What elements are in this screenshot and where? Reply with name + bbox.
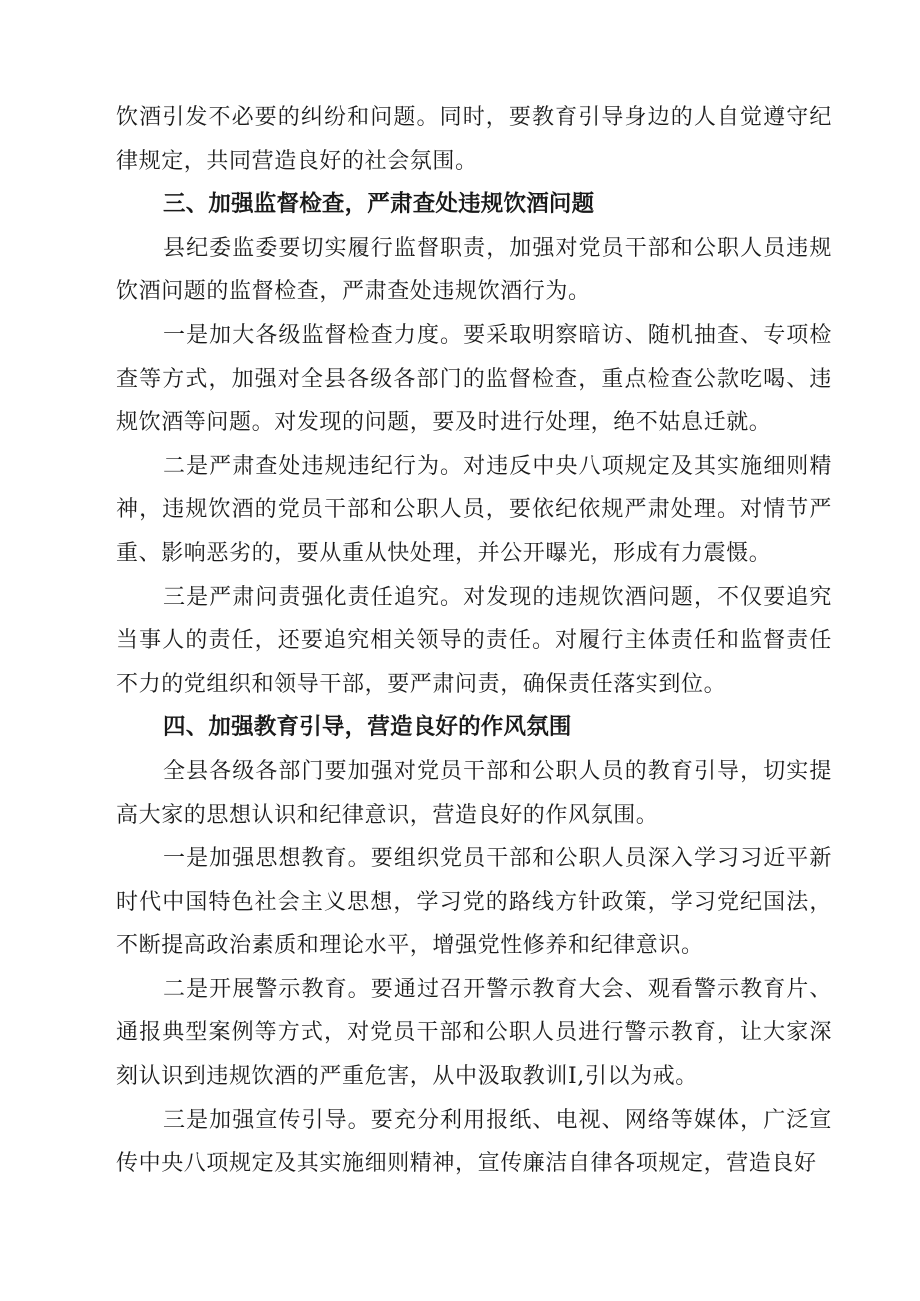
- paragraph-supervision-point-1: 一是加大各级监督检查力度。要采取明察暗访、随机抽查、专项检查等方式，加强对全县各级各部门的监督检查，重点检查公款吃喝、违规饮酒等问题。对发现的问题，要及时进行处理，绝不姑息迁就。: [116, 322, 832, 436]
- section-heading-4: 四、加强教育引导，营造良好的作风氛围: [163, 714, 572, 741]
- paragraph-education-point-1: 一是加强思想教育。要组织党员干部和公职人员深入学习习近平新时代中国特色社会主义思想，学习党的路线方针政策，学习党纪国法，不断提高政治素质和理论水平，增强党性修养和纪律意识。: [116, 846, 832, 959]
- section-heading-3: 三、加强监督检查，严肃查处违规饮酒问题: [163, 191, 595, 218]
- paragraph-supervision-point-2: 二是严肃查处违规违纪行为。对违反中央八项规定及其实施细则精神，违规饮酒的党员干部和公职人员，要依纪依规严肃处理。对情节严重、影响恶劣的，要从重从快处理，并公开曝光，形成有力震慑。: [116, 453, 832, 566]
- document-body: [116, 96, 832, 1186]
- paragraph-supervision-point-3: 三是严肃问责强化责任追究。对发现的违规饮酒问题，不仅要追究当事人的责任，还要追究相关领导的责任。对履行主体责任和监督责任不力的党组织和领导干部，要严肃问责，确保责任落实到位。: [116, 584, 832, 697]
- paragraph-continuation: 饮酒引发不必要的纠纷和问题。同时，要教育引导身边的人自觉遵守纪律规定，共同营造良好的社会氛围。: [116, 105, 832, 174]
- paragraph-education-point-2: 二是开展警示教育。要通过召开警示教育大会、观看警示教育片、通报典型案例等方式，对党员干部和公职人员进行警示教育，让大家深刻认识到违规饮酒的严重危害，从中汲取教训I,引以为戒。: [116, 976, 832, 1090]
- paragraph-education-point-3: 三是加强宣传引导。要充分利用报纸、电视、网络等媒体，广泛宣传中央八项规定及其实施细则精神，宣传廉洁自律各项规定，营造良好: [116, 1107, 832, 1177]
- paragraph-education-intro: 全县各级各部门要加强对党员干部和公职人员的教育引导，切实提高大家的思想认识和纪律意识，营造良好的作风氛围。: [116, 758, 832, 828]
- paragraph-supervision-intro: 县纪委监委要切实履行监督职责，加强对党员干部和公职人员违规饮酒问题的监督检查，严肃查处违规饮酒行为。: [116, 235, 832, 305]
